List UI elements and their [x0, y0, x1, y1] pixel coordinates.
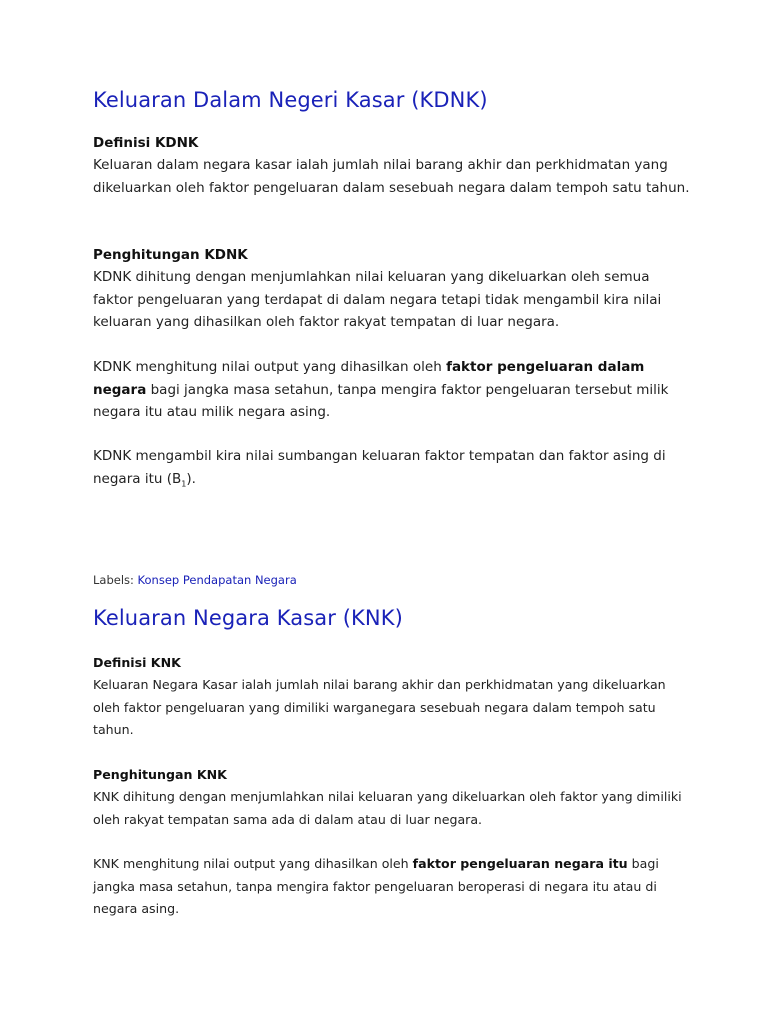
kdnk-p3-before: KDNK menghitung nilai output yang dihasilkan oleh	[93, 359, 447, 375]
kdnk-calc-heading: Penghitungan KDNK	[93, 247, 248, 263]
kdnk-calc-section	[93, 244, 693, 334]
kdnk-p4-after: ).	[186, 470, 196, 487]
labels-line	[93, 573, 297, 587]
knk-title: Keluaran Negara Kasar (KNK)	[93, 606, 403, 630]
kdnk-definition-heading: Definisi KDNK	[93, 135, 199, 151]
kdnk-calc-text: KDNK dihitung dengan menjumlahkan nilai keluaran yang dikeluarkan oleh semua faktor pengeluaran yang terdapat di dalam negara tetapi tidak mengambil kira nilai keluaran yang dihasilkan oleh faktor rakyat tempatan di luar negara.	[93, 269, 662, 330]
knk-paragraph-3	[93, 853, 693, 921]
knk-calc-section	[93, 764, 693, 831]
labels-link[interactable]: Konsep Pendapatan Negara	[137, 573, 297, 587]
kdnk-paragraph-3	[93, 356, 693, 424]
knk-definition-section	[93, 652, 693, 742]
kdnk-p4-sub: 1	[181, 479, 187, 489]
knk-definition-heading: Definisi KNK	[93, 655, 181, 670]
kdnk-definition-section	[93, 132, 693, 199]
knk-calc-text: KNK dihitung dengan menjumlahkan nilai keluaran yang dikeluarkan oleh faktor yang dimiliki oleh rakyat tempatan sama ada di dalam atau di luar negara.	[93, 789, 682, 827]
knk-p3-bold: faktor pengeluaran negara itu	[412, 856, 628, 871]
kdnk-p3-after: bagi jangka masa setahun, tanpa mengira faktor pengeluaran tersebut milik negara itu atau milik negara asing.	[93, 381, 669, 420]
kdnk-title: Keluaran Dalam Negeri Kasar (KDNK)	[93, 88, 488, 112]
knk-definition-text: Keluaran Negara Kasar ialah jumlah nilai barang akhir dan perkhidmatan yang dikeluarkan oleh faktor pengeluaran yang dimiliki warganegara sesebuah negara dalam tempoh satu tahun.	[93, 677, 666, 737]
knk-p3-after: bagi jangka masa setahun, tanpa mengira faktor pengeluaran beroperasi di negara itu atau di negara asing.	[93, 856, 659, 916]
kdnk-p4-before: KDNK mengambil kira nilai sumbangan keluaran faktor tempatan dan faktor asing di negara itu (B	[93, 448, 666, 487]
kdnk-definition-text: Keluaran dalam negara kasar ialah jumlah nilai barang akhir dan perkhidmatan yang dikeluarkan oleh faktor pengeluaran dalam sesebuah negara dalam tempoh satu tahun.	[93, 157, 690, 196]
labels-prefix: Labels:	[93, 573, 138, 587]
knk-p3-before: KNK menghitung nilai output yang dihasilkan oleh	[93, 856, 413, 871]
knk-calc-heading: Penghitungan KNK	[93, 767, 227, 782]
kdnk-paragraph-4	[93, 445, 693, 496]
kdnk-p3-bold: faktor pengeluaran dalam negara	[93, 359, 645, 398]
